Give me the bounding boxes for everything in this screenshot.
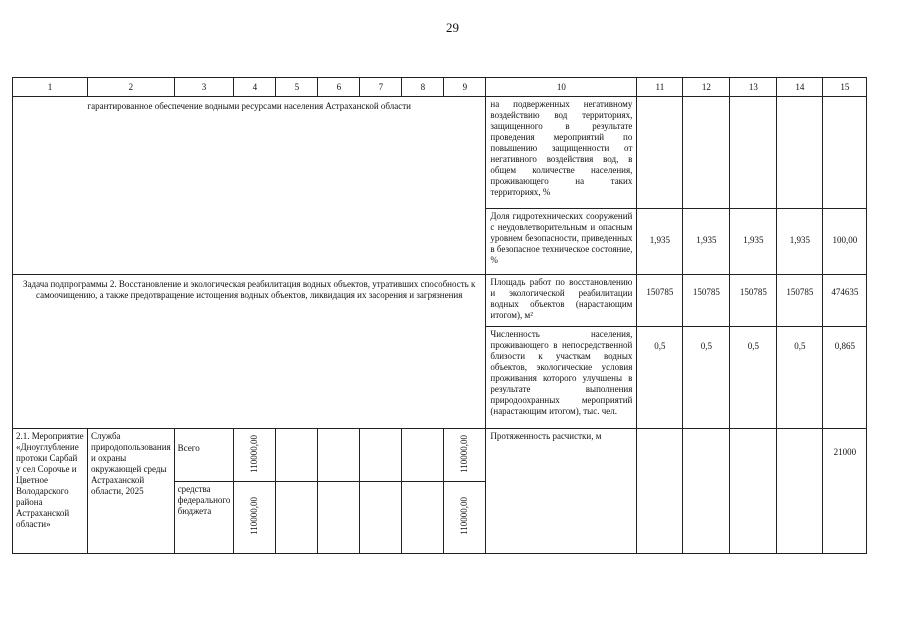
indicator-text: Доля гидротехнических сооружений с неудовлетворительным и опасным уровнем безопасности, приведенных в безопасное техническое состояние, % — [490, 211, 633, 265]
value-cell — [823, 275, 867, 327]
amount-value: 110000,00 — [249, 434, 260, 473]
measure-row — [13, 429, 867, 482]
goal-text: гарантированное обеспечение водными ресурсами населения Астраханской области — [87, 101, 411, 111]
value: 150785 — [692, 287, 720, 297]
col-header-2: 2 — [88, 78, 175, 97]
measure-name: 2.1. Мероприятие «Дноуглубление протоки Сарбай у сел Сорочье и Цветное Володарского района Астраханской области» — [16, 431, 84, 529]
table-row — [13, 97, 867, 209]
value: 1,935 — [696, 235, 717, 245]
value: 21000 — [833, 447, 857, 457]
indicator-text: Численность населения, проживающего в непосредственной близости к участкам водных объектов, экологические условия проживания которого улучшены в результате выполнения природоохранных мероприятий (нарастающим итогом), тыс. чел. — [490, 329, 633, 416]
goal-cell — [13, 97, 486, 275]
value-cell — [777, 275, 823, 327]
measure-name-cell — [13, 429, 88, 554]
indicator-cell — [486, 97, 637, 209]
value-cell — [683, 209, 730, 275]
value: 1,935 — [743, 235, 764, 245]
col-header-12: 12 — [683, 78, 730, 97]
value: 1,935 — [649, 235, 670, 245]
value-cell — [683, 275, 730, 327]
header-row — [13, 78, 867, 97]
indicator-cell — [486, 275, 637, 327]
col-header-3: 3 — [174, 78, 234, 97]
value-cell — [637, 327, 683, 429]
indicator-cell — [486, 209, 637, 275]
value-cell — [730, 327, 777, 429]
value: 0,5 — [747, 341, 759, 351]
value-cell — [823, 209, 867, 275]
col-header-15: 15 — [823, 78, 867, 97]
value: 0,5 — [794, 341, 806, 351]
value: 0,5 — [700, 341, 712, 351]
value-cell — [730, 209, 777, 275]
executor-text: Служба природопользования и охраны окружающей среды Астраханской области, 2025 — [91, 431, 171, 496]
amount-value: 110000,00 — [459, 434, 470, 473]
program-table — [12, 77, 867, 554]
col-header-4: 4 — [234, 78, 276, 97]
value-cell — [823, 327, 867, 429]
value-cell — [683, 327, 730, 429]
col-header-11: 11 — [637, 78, 683, 97]
executor-cell — [88, 429, 175, 554]
value: 150785 — [786, 287, 814, 297]
value-cell — [777, 209, 823, 275]
amount-cell — [234, 482, 276, 554]
source-cell — [174, 429, 234, 482]
indicator-text: Протяженность расчистки, м — [490, 431, 602, 441]
table-row — [13, 275, 867, 327]
source-cell — [174, 482, 234, 554]
amount-cell — [444, 429, 486, 482]
indicator-text: Площадь работ по восстановлению и экологической реабилитации водных объектов (нарастающим итогом), м² — [490, 277, 633, 320]
col-header-8: 8 — [402, 78, 444, 97]
col-header-10: 10 — [486, 78, 637, 97]
value: 0,865 — [834, 341, 855, 351]
indicator-cell — [486, 327, 637, 429]
value: 1,935 — [789, 235, 810, 245]
col-header-7: 7 — [360, 78, 402, 97]
value: 150785 — [646, 287, 674, 297]
value-cell — [637, 209, 683, 275]
amount-value: 110000,00 — [459, 497, 470, 535]
page-number: 29 — [446, 20, 459, 35]
task-text: Задача подпрограммы 2. Восстановление и экологическая реабилитация водных объектов, утративших способность к самоочищению, а также предотвращение истощения водных объектов, ликвидация их засорения и загрязнения — [23, 279, 476, 300]
indicator-text: на подверженных негативному воздействию вод территориях, защищенного в результате проведения мероприятий по повышению защищенности от негативного воздействия вод, в общем количестве населения, проживающего на таких территориях, % — [490, 99, 633, 197]
col-header-14: 14 — [777, 78, 823, 97]
value-cell — [777, 327, 823, 429]
col-header-5: 5 — [276, 78, 318, 97]
col-header-1: 1 — [13, 78, 88, 97]
indicator-cell — [486, 429, 637, 554]
amount-cell — [444, 482, 486, 554]
amount-value: 110000,00 — [249, 497, 260, 535]
col-header-13: 13 — [730, 78, 777, 97]
source-label: средства федерального бюджета — [177, 484, 231, 516]
source-label: Всего — [177, 443, 200, 453]
value-cell — [637, 275, 683, 327]
value-cell — [730, 275, 777, 327]
task-cell — [13, 275, 486, 429]
value: 474635 — [831, 287, 859, 297]
value-cell — [823, 429, 867, 554]
col-header-9: 9 — [444, 78, 486, 97]
value: 150785 — [739, 287, 767, 297]
value: 100,00 — [832, 235, 858, 245]
col-header-6: 6 — [318, 78, 360, 97]
amount-cell — [234, 429, 276, 482]
value: 0,5 — [654, 341, 666, 351]
